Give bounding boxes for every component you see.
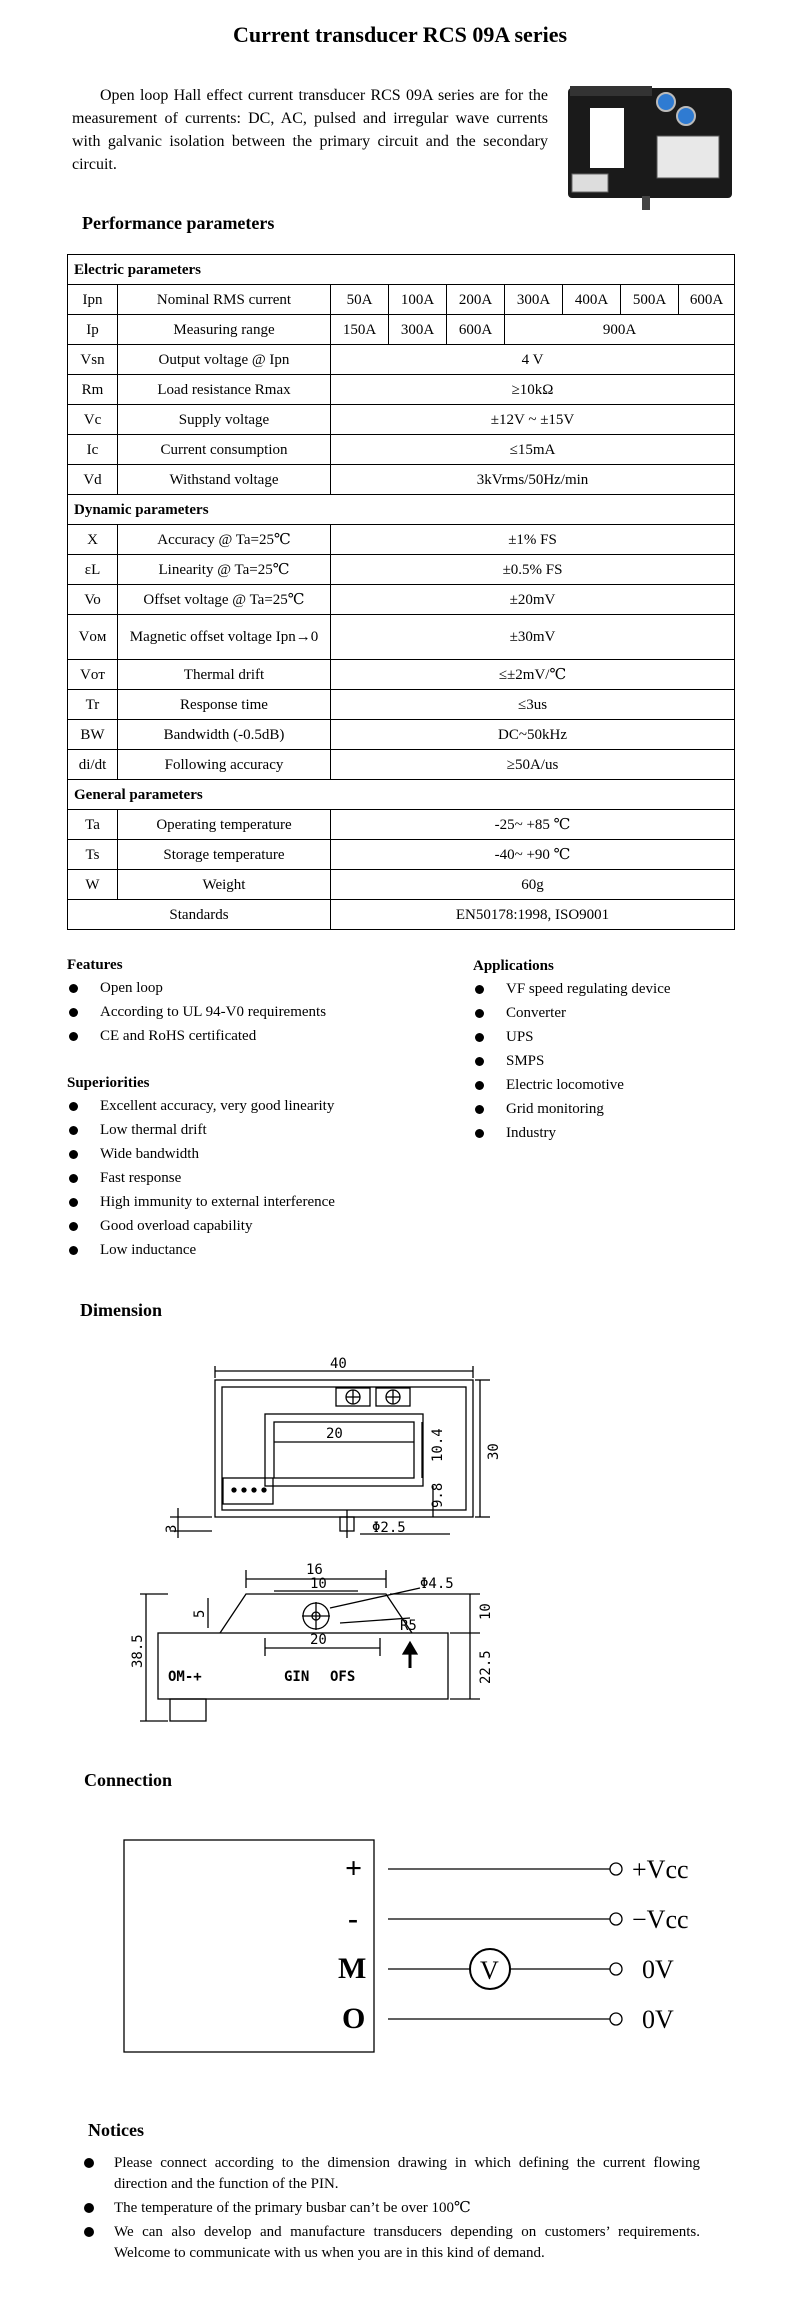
svg-text:20: 20 [326, 1426, 343, 1442]
svg-text:10: 10 [310, 1576, 327, 1592]
table-row: Vc Supply voltage ±12V ~ ±15V [68, 405, 735, 435]
notices-heading: Notices [88, 2120, 144, 2140]
connection-heading: Connection [84, 1770, 173, 1790]
svg-text:10.4: 10.4 [430, 1428, 446, 1462]
list-item: Electric locomotive [473, 1073, 773, 1097]
list-item: Excellent accuracy, very good linearity [67, 1094, 447, 1118]
dimension-heading: Dimension [80, 1300, 163, 1320]
svg-text:16: 16 [306, 1562, 323, 1578]
section-electric: Electric parameters [68, 255, 735, 285]
table-row: X Accuracy @ Ta=25℃ ±1% FS [68, 525, 735, 555]
list-item: Low inductance [67, 1238, 447, 1262]
svg-text:Φ4.5: Φ4.5 [420, 1576, 454, 1592]
list-item: VF speed regulating device [473, 977, 773, 1001]
table-row: Vᴏᴍ Magnetic offset voltage Ipn→0 ±30mV [68, 615, 735, 660]
svg-text:9.8: 9.8 [430, 1482, 446, 1508]
svg-text:R5: R5 [400, 1618, 417, 1634]
svg-text:22.5: 22.5 [478, 1650, 494, 1684]
list-item: Industry [473, 1121, 773, 1145]
svg-text:30: 30 [486, 1443, 502, 1460]
table-row: Ta Operating temperature -25~ +85 ℃ [68, 810, 735, 840]
performance-heading: Performance parameters [82, 213, 275, 233]
svg-text:M: M [338, 1952, 367, 1985]
list-item: Fast response [67, 1166, 447, 1190]
svg-text:40: 40 [330, 1356, 347, 1372]
dimension-drawing [130, 1338, 570, 1728]
svg-text:O: O [342, 2002, 366, 2035]
table-row: Vo Offset voltage @ Ta=25℃ ±20mV [68, 585, 735, 615]
list-item: SMPS [473, 1049, 773, 1073]
table-row: BW Bandwidth (-0.5dB) DC~50kHz [68, 720, 735, 750]
svg-text:3: 3 [164, 1524, 180, 1533]
table-row: Rm Load resistance Rmax ≥10kΩ [68, 375, 735, 405]
table-row: Ts Storage temperature -40~ +90 ℃ [68, 840, 735, 870]
section-general: General parameters [68, 780, 735, 810]
list-item: Grid monitoring [473, 1097, 773, 1121]
svg-text:OFS: OFS [330, 1669, 356, 1685]
list-item: Good overload capability [67, 1214, 447, 1238]
svg-text:Φ2.5: Φ2.5 [372, 1520, 406, 1536]
features-list: Features Open loop According to UL 94-V0 requirements CE and RoHS certificated [67, 957, 427, 1048]
list-item: Low thermal drift [67, 1118, 447, 1142]
svg-text:38.5: 38.5 [130, 1634, 146, 1668]
list-item: We can also develop and manufacture transducers depending on customers’ requirements. Welcome to communicate with us when you are in this kind of demand. [80, 2222, 700, 2264]
svg-text:20: 20 [310, 1632, 327, 1648]
table-row: Ic Current consumption ≤15mA [68, 435, 735, 465]
list-item: CE and RoHS certificated [67, 1024, 427, 1048]
connection-diagram [120, 1820, 720, 2090]
list-item: The temperature of the primary busbar can’t be over 100℃ [80, 2198, 700, 2219]
intro-paragraph: Open loop Hall effect current transducer RCS 09A series are for the measurement of currents: DC, AC, pulsed and irregular wave currents with galvanic isolation between the primary circuit and the secondary circuit. [72, 87, 548, 173]
svg-text:−Vcc: −Vcc [632, 1905, 689, 1934]
list-item: Please connect according to the dimension drawing in which defining the current flowing direction and the function of the PIN. [80, 2153, 700, 2195]
svg-text:5: 5 [192, 1609, 208, 1618]
table-row: W Weight 60g [68, 870, 735, 900]
svg-text:GIN: GIN [284, 1669, 310, 1685]
superiorities-list: Superiorities Excellent accuracy, very good linearity Low thermal drift Wide bandwidth Fast response High immunity to external interference Good overload capability Low inductance [67, 1075, 447, 1262]
document-title: Current transducer RCS 09A series [232, 22, 568, 47]
list-item: Open loop [67, 976, 427, 1000]
table-row: di/dt Following accuracy ≥50A/us [68, 750, 735, 780]
svg-text:V: V [480, 1956, 499, 1985]
svg-text:0V: 0V [642, 1955, 674, 1984]
product-photo [562, 78, 738, 218]
svg-text:+Vcc: +Vcc [632, 1855, 689, 1884]
table-row: Ipn Nominal RMS current 50A 100A 200A 300A 400A 500A 600A [68, 285, 735, 315]
list-item: High immunity to external interference [67, 1190, 447, 1214]
table-row: Ip Measuring range 150A 300A 600A 900A [68, 315, 735, 345]
list-item: UPS [473, 1025, 773, 1049]
table-row: εL Linearity @ Ta=25℃ ±0.5% FS [68, 555, 735, 585]
table-row: Vᴏᴛ Thermal drift ≤±2mV/℃ [68, 660, 735, 690]
table-row: Vd Withstand voltage 3kVrms/50Hz/min [68, 465, 735, 495]
table-row: Standards EN50178:1998, ISO9001 [68, 900, 735, 930]
svg-text:OM-+: OM-+ [168, 1669, 202, 1685]
svg-text:0V: 0V [642, 2005, 674, 2034]
list-item: According to UL 94-V0 requirements [67, 1000, 427, 1024]
svg-text:+: + [345, 1852, 363, 1885]
notices-section [80, 2120, 700, 2267]
svg-text:-: - [348, 1902, 358, 1935]
performance-table [67, 254, 735, 930]
list-item: Wide bandwidth [67, 1142, 447, 1166]
applications-list: Applications VF speed regulating device Converter UPS SMPS Electric locomotive Grid monitoring Industry [473, 958, 773, 1145]
section-dynamic: Dynamic parameters [68, 495, 735, 525]
table-row: Vsn Output voltage @ Ipn 4 V [68, 345, 735, 375]
table-row: Tr Response time ≤3us [68, 690, 735, 720]
list-item: Converter [473, 1001, 773, 1025]
svg-text:10: 10 [478, 1603, 494, 1620]
